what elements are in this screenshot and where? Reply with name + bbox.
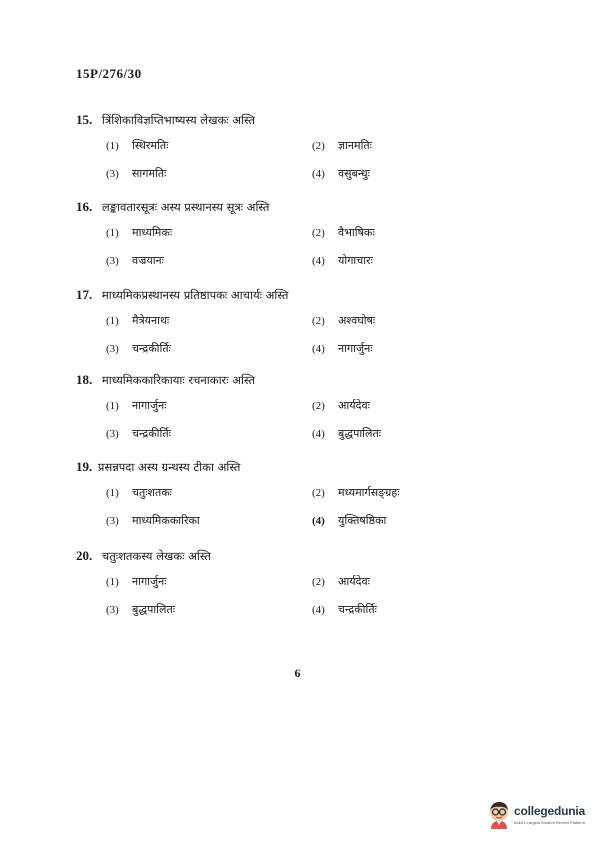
option-number: (3) — [106, 255, 119, 267]
question-text: माध्यमिकप्रस्थानस्य प्रतिष्ठापकः आचार्यः अस्ति — [101, 288, 289, 302]
option-text: वसुबन्धुः — [338, 167, 370, 180]
option-3[interactable] — [106, 253, 164, 268]
option-text: बुद्धपालितः — [132, 603, 175, 616]
question-19 — [76, 459, 516, 535]
option-number: (2) — [312, 315, 325, 327]
option-4[interactable] — [312, 602, 377, 617]
option-3[interactable] — [106, 341, 171, 356]
brand-tagline: India's Largest Student Review Platform — [514, 820, 586, 825]
option-3[interactable] — [106, 166, 166, 181]
option-number: (2) — [312, 400, 325, 412]
option-text: चतुःशतकः — [132, 486, 172, 499]
option-2[interactable] — [312, 398, 370, 413]
question-text: लङ्कावतारसूत्रः अस्य प्रस्थानस्य सूत्रः अस्ति — [101, 200, 270, 214]
option-4[interactable] — [312, 341, 373, 356]
student-mascot-icon — [486, 800, 512, 830]
question-stem — [76, 112, 516, 128]
option-number: (1) — [106, 315, 119, 327]
question-stem — [76, 199, 516, 215]
option-3[interactable] — [106, 513, 200, 528]
option-text: युक्तिषष्ठिका — [338, 514, 387, 527]
option-1[interactable] — [106, 313, 169, 328]
option-number: (3) — [106, 428, 119, 440]
option-row — [76, 398, 516, 420]
option-row — [76, 602, 516, 624]
option-1[interactable] — [106, 138, 168, 153]
option-number: (1) — [106, 487, 119, 499]
option-2[interactable] — [312, 574, 370, 589]
option-text: मैत्रेयनाथः — [132, 314, 170, 327]
question-text: माध्यमिककारिकायाः रचनाकारः अस्ति — [101, 373, 256, 387]
question-17 — [76, 287, 516, 363]
option-number: (3) — [106, 168, 119, 180]
option-row — [76, 574, 516, 596]
option-text: सागमतिः — [132, 167, 167, 180]
option-number: (4) — [312, 343, 325, 355]
option-number: (3) — [106, 515, 119, 527]
option-text: माध्यमिककारिका — [132, 514, 200, 527]
question-18 — [76, 372, 516, 448]
option-number: (4) — [312, 515, 325, 527]
question-16 — [76, 199, 516, 275]
option-number: (1) — [106, 576, 119, 588]
option-text: माध्यमिकः — [132, 226, 173, 239]
option-number: (4) — [312, 428, 325, 440]
option-3[interactable] — [106, 602, 175, 617]
option-number: (2) — [312, 227, 325, 239]
option-1[interactable] — [106, 225, 172, 240]
option-text: अश्वघोषः — [338, 314, 376, 327]
option-row — [76, 426, 516, 448]
option-text: आर्यदेवः — [338, 575, 370, 588]
question-text: चतुःशतकस्य लेखकः अस्ति — [101, 549, 211, 563]
option-text: बुद्धपालितः — [338, 427, 381, 440]
option-row — [76, 253, 516, 275]
option-text: वज्रयानः — [132, 254, 164, 267]
option-2[interactable] — [312, 485, 399, 500]
brand-name: collegedunia — [514, 804, 585, 818]
option-text: वैभाषिकः — [338, 226, 375, 239]
option-number: (1) — [106, 227, 119, 239]
question-number: 18. — [76, 372, 93, 387]
collegedunia-watermark — [486, 798, 586, 834]
option-number: (1) — [106, 400, 119, 412]
option-4[interactable] — [312, 253, 373, 268]
option-text: मध्यमार्गसङ्ग्रहः — [338, 486, 400, 499]
page-number: 6 — [294, 666, 301, 680]
option-1[interactable] — [106, 574, 167, 589]
option-number: (3) — [106, 343, 119, 355]
option-text: आर्यदेवः — [338, 399, 370, 412]
option-row — [76, 513, 516, 535]
option-text: योगाचारः — [338, 254, 373, 267]
question-stem — [76, 459, 516, 475]
question-15 — [76, 112, 516, 188]
option-row — [76, 225, 516, 247]
option-2[interactable] — [312, 138, 372, 153]
option-number: (3) — [106, 604, 119, 616]
option-number: (2) — [312, 487, 325, 499]
option-4[interactable] — [312, 426, 381, 441]
option-number: (1) — [106, 140, 119, 152]
question-number: 15. — [76, 112, 93, 127]
paper-code: 15P/276/30 — [76, 66, 142, 81]
option-number: (4) — [312, 255, 325, 267]
option-text: चन्द्रकीर्तिः — [338, 603, 377, 616]
question-text: त्रिंशिकाविज्ञप्तिभाष्यस्य लेखकः अस्ति — [101, 113, 256, 127]
option-text: चन्द्रकीर्तिः — [132, 427, 171, 440]
question-stem — [76, 548, 516, 564]
option-text: नागार्जुनः — [338, 342, 373, 355]
option-1[interactable] — [106, 398, 167, 413]
option-row — [76, 341, 516, 363]
question-stem — [76, 287, 516, 303]
question-stem — [76, 372, 516, 388]
option-text: स्थिरमतिः — [132, 139, 169, 152]
option-row — [76, 166, 516, 188]
option-number: (4) — [312, 168, 325, 180]
option-3[interactable] — [106, 426, 171, 441]
option-1[interactable] — [106, 485, 172, 500]
option-row — [76, 313, 516, 335]
option-number: (4) — [312, 604, 325, 616]
option-text: ज्ञानमतिः — [338, 139, 372, 152]
option-text: नागार्जुनः — [132, 399, 167, 412]
option-number: (2) — [312, 140, 325, 152]
option-4[interactable] — [312, 513, 386, 528]
question-number: 19. — [76, 459, 93, 474]
option-2[interactable] — [312, 313, 375, 328]
question-number: 20. — [76, 548, 93, 563]
option-number: (2) — [312, 576, 325, 588]
question-number: 16. — [76, 199, 93, 214]
question-20 — [76, 548, 516, 624]
question-text: प्रसन्नपदा अस्य ग्रन्थस्य टीका अस्ति — [97, 460, 241, 474]
option-2[interactable] — [312, 225, 375, 240]
option-text: नागार्जुनः — [132, 575, 167, 588]
option-row — [76, 138, 516, 160]
option-row — [76, 485, 516, 507]
option-text: चन्द्रकीर्तिः — [132, 342, 171, 355]
option-4[interactable] — [312, 166, 370, 181]
question-number: 17. — [76, 287, 93, 302]
